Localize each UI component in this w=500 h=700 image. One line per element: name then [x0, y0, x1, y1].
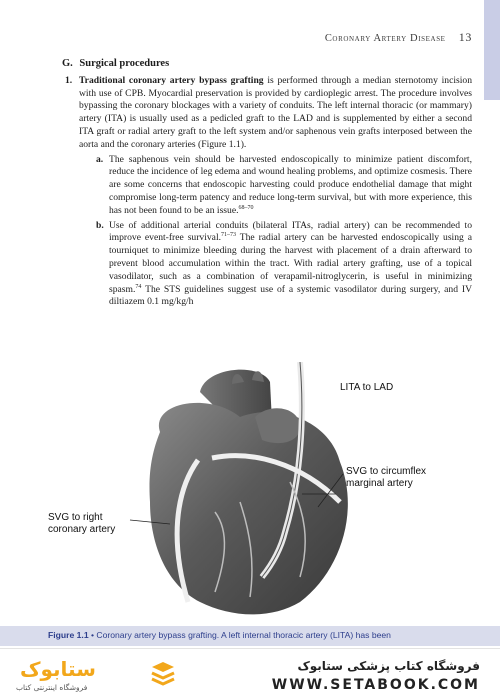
- callout-svg-circumflex: [346, 466, 426, 490]
- figure: [0, 362, 500, 624]
- list-item-1: [62, 75, 472, 309]
- sub-item-text: The radial artery can be harvested endoscopically using a tourniquet to minimize bleeding during the harvest with placement of a drain afterward to prevent blood accumulation within the tract. With radial artery grafting, use of a topical vasodilator, such as a combination of verapamil-nitroglycerin, is useful in minimizing spasm.: [109, 232, 472, 295]
- pulmonary-artery: [255, 408, 300, 443]
- sub-item-text: The saphenous vein should be harvested endoscopically to minimize patient discomfort, reduce the incidence of leg edema and wound healing problems, and optimize cosmesis. There are some concerns that endoscopic harvesting could produce endothelial damage that might compromise long-term patency and reduce long-term survival, but with more experience, this has not been found to be an issue.: [109, 153, 472, 216]
- body-text: [62, 58, 472, 309]
- caption-separator: •: [88, 630, 97, 640]
- running-header: [325, 30, 472, 45]
- callout-line: coronary artery: [48, 524, 116, 535]
- chapter-tab: [484, 0, 500, 100]
- figure-caption: [48, 630, 391, 640]
- callout-line: marginal artery: [346, 478, 413, 489]
- citation-ref: 71–73: [221, 232, 237, 239]
- section-title: Surgical procedures: [79, 58, 170, 69]
- book-stack-icon: [148, 659, 178, 689]
- citation-ref: 74: [135, 283, 142, 290]
- caption-label: Figure 1.1: [48, 630, 89, 640]
- heart-illustration: [0, 362, 500, 624]
- callout-line: SVG to circumflex: [346, 466, 427, 477]
- item-text: is performed through a median sternotomy incision with use of CPB. Myocardial preservation is provided by cardioplegic arrest. The procedure involves bypassing the coronary blockages with a variety of conduits. The left internal thoracic (or mammary) artery (ITA) is usually used as a pedicled graft to the LAD and is supplemented by either a second ITA graft or radial artery graft to the left system and/or saphenous vein grafts interposed between the aorta and the coronary arteries (Figure 1.1).: [79, 74, 473, 150]
- page-number: 13: [458, 30, 472, 44]
- callout-lita: [340, 382, 393, 394]
- sub-item-text: The STS guidelines suggest use of a systemic vasodilator during surgery, and IV diltiazem 0.1 mg/kg/h: [109, 283, 472, 308]
- citation-ref: 68–70: [238, 204, 254, 211]
- callout-svg-rca: [48, 512, 115, 536]
- shop-name: فروشگاه کتاب پزشکی ستابوک: [297, 659, 480, 673]
- caption-text: Coronary artery bypass grafting. A left internal thoracic artery (LITA) has been: [96, 630, 391, 640]
- footer-banner: [0, 648, 500, 700]
- section-letter: G.: [62, 58, 73, 69]
- shop-url-link[interactable]: WWW.SETABOOK.COM: [271, 677, 480, 693]
- item-lead: Traditional coronary artery bypass grafting: [79, 74, 264, 86]
- sub-item-a: [79, 154, 472, 218]
- logo-text: ستابوک: [20, 657, 96, 681]
- logo-subtitle: فروشگاه اینترنتی کتاب: [16, 683, 88, 692]
- running-header-title: Coronary Artery Disease: [324, 33, 446, 44]
- item-number: 1.: [65, 74, 73, 86]
- sub-item-letter: a.: [96, 153, 104, 165]
- section-heading: [62, 58, 472, 71]
- sub-item-b: [79, 220, 472, 310]
- sub-item-text: Use of additional arterial conduits (bilateral ITAs, radial artery) can be recommended to improve event-free survival.: [109, 219, 472, 244]
- sub-item-letter: b.: [96, 219, 104, 231]
- callout-line: SVG to right: [48, 512, 103, 523]
- callout-lita-text: LITA to LAD: [340, 382, 394, 393]
